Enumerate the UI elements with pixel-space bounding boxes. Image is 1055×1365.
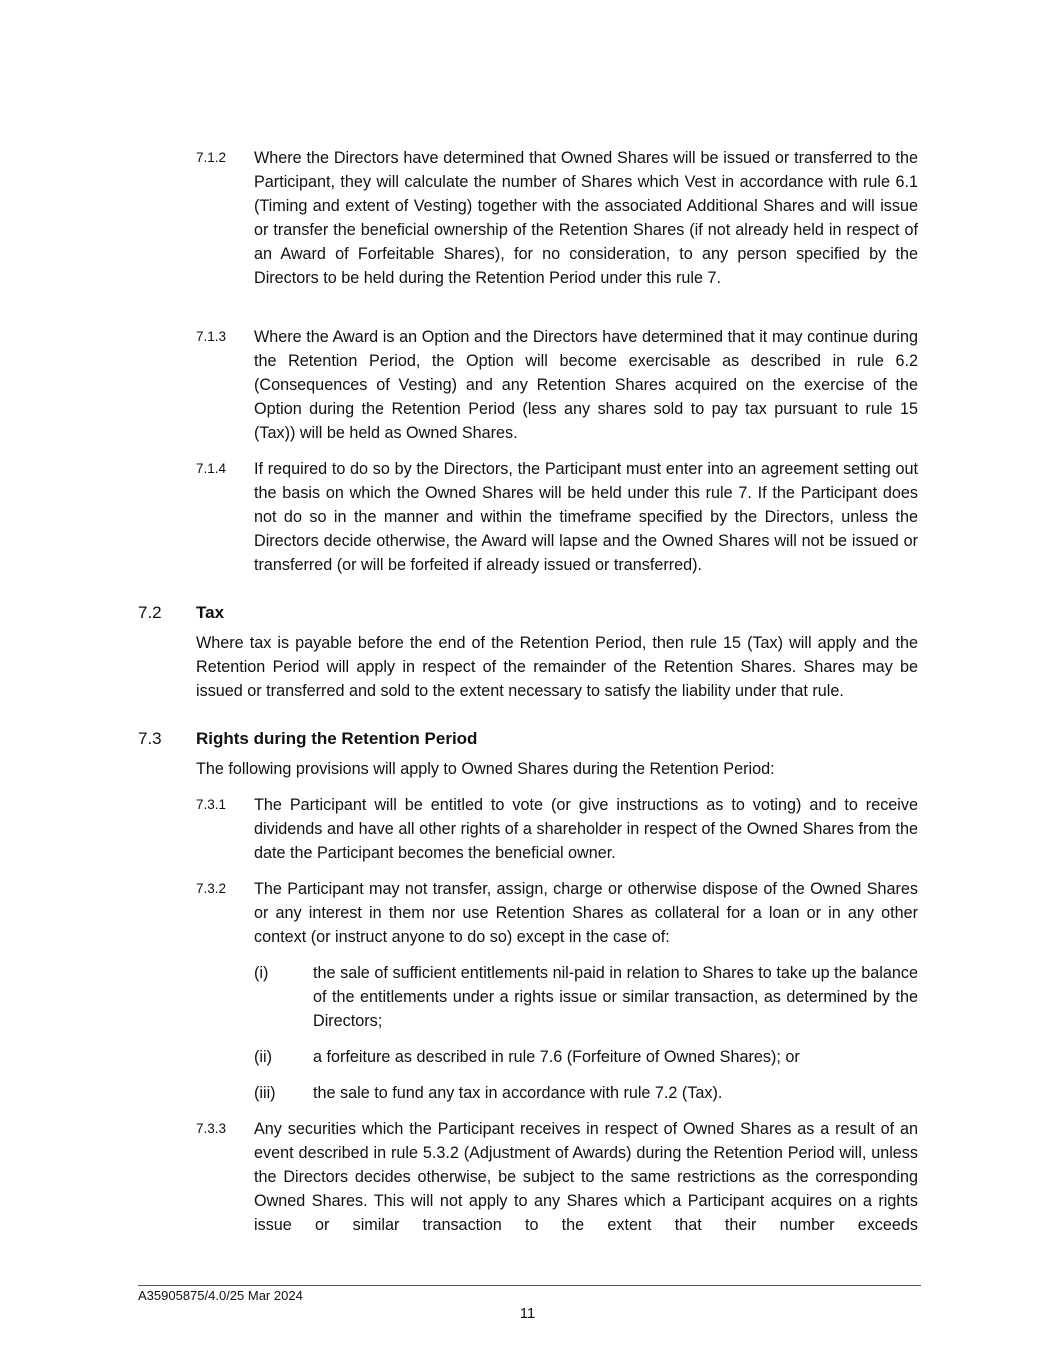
section-text: Where tax is payable before the end of the Retention Period, then rule 15 (Tax) will apply and the Retention Period will apply in respect of the remainder of the Retention Shares. Shares may be issued or transferred and sold to the extent necessary to satisfy the liability under that rule. [196, 634, 918, 700]
sub-item-label: (i) [254, 964, 269, 982]
sub-item-text: the sale to fund any tax in accordance with rule 7.2 (Tax). [313, 1084, 723, 1102]
sub-item-text: the sale of sufficient entitlements nil-paid in relation to Shares to take up the balance of the entitlements under a rights issue or similar transaction, as determined by the Directors; [313, 964, 918, 1030]
clause-text: Where the Directors have determined that Owned Shares will be issued or transferred to the Participant, they will calculate the number of Shares which Vest in accordance with rule 6.1 (Timing and extent of Vesting) together with the associated Additional Shares and will issue or transfer the beneficial ownership of the Retention Shares (if not already held in respect of an Award of Forfeitable Shares), for no consideration, to any person specified by the Directors to be held during the Retention Period under this rule 7. [254, 149, 918, 287]
clause-number: 7.3.1 [196, 797, 227, 812]
section-heading: Tax [196, 603, 225, 622]
section-intro: The following provisions will apply to Owned Shares during the Retention Period: [196, 760, 775, 778]
clause-number: 7.3.3 [196, 1121, 227, 1136]
section-number: 7.3 [138, 729, 162, 748]
clause-number: 7.3.2 [196, 881, 227, 896]
section-number: 7.2 [138, 603, 162, 622]
document-reference: A35905875/4.0/25 Mar 2024 [138, 1288, 303, 1303]
clause-text: Where the Award is an Option and the Directors have determined that it may continue during the Retention Period, the Option will become exercisable as described in rule 6.2 (Consequences of Vesting) and any Retention Shares acquired on the exercise of the Option during the Retention Period (less any shares sold to pay tax pursuant to rule 15 (Tax)) will be held as Owned Shares. [254, 328, 918, 442]
sub-item-label: (iii) [254, 1084, 276, 1102]
clause-number: 7.1.3 [196, 329, 227, 344]
clause-number: 7.1.2 [196, 150, 227, 165]
section-heading: Rights during the Retention Period [196, 729, 478, 748]
clause-text: The Participant will be entitled to vote (or give instructions as to voting) and to receive dividends and have all other rights of a shareholder in respect of the Owned Shares from the date the Participant becomes the beneficial owner. [254, 796, 918, 862]
clause-text: If required to do so by the Directors, the Participant must enter into an agreement setting out the basis on which the Owned Shares will be held under this rule 7. If the Participant does not do so in the manner and within the timeframe specified by the Directors, unless the Directors decide otherwise, the Award will lapse and the Owned Shares will not be issued or transferred (or will be forfeited if already issued or transferred). [254, 460, 918, 574]
page-number: 11 [519, 1305, 536, 1322]
clause-text: The Participant may not transfer, assign, charge or otherwise dispose of the Owned Shares or any interest in them nor use Retention Shares as collateral for a loan or in any other context (or instruct anyone to do so) except in the case of: [254, 880, 918, 946]
sub-item-label: (ii) [254, 1048, 272, 1066]
clause-text: Any securities which the Participant receives in respect of Owned Shares as a result of an event described in rule 5.3.2 (Adjustment of Awards) during the Retention Period will, unless the Directors decides otherwise, be subject to the same restrictions as the corresponding Owned Shares. This will not apply to any Shares which a Participant acquires on a rights issue or similar transaction to the extent that their number exceeds [254, 1120, 918, 1234]
footer-divider [138, 1285, 921, 1286]
clause-number: 7.1.4 [196, 461, 227, 476]
sub-item-text: a forfeiture as described in rule 7.6 (Forfeiture of Owned Shares); or [313, 1048, 800, 1066]
